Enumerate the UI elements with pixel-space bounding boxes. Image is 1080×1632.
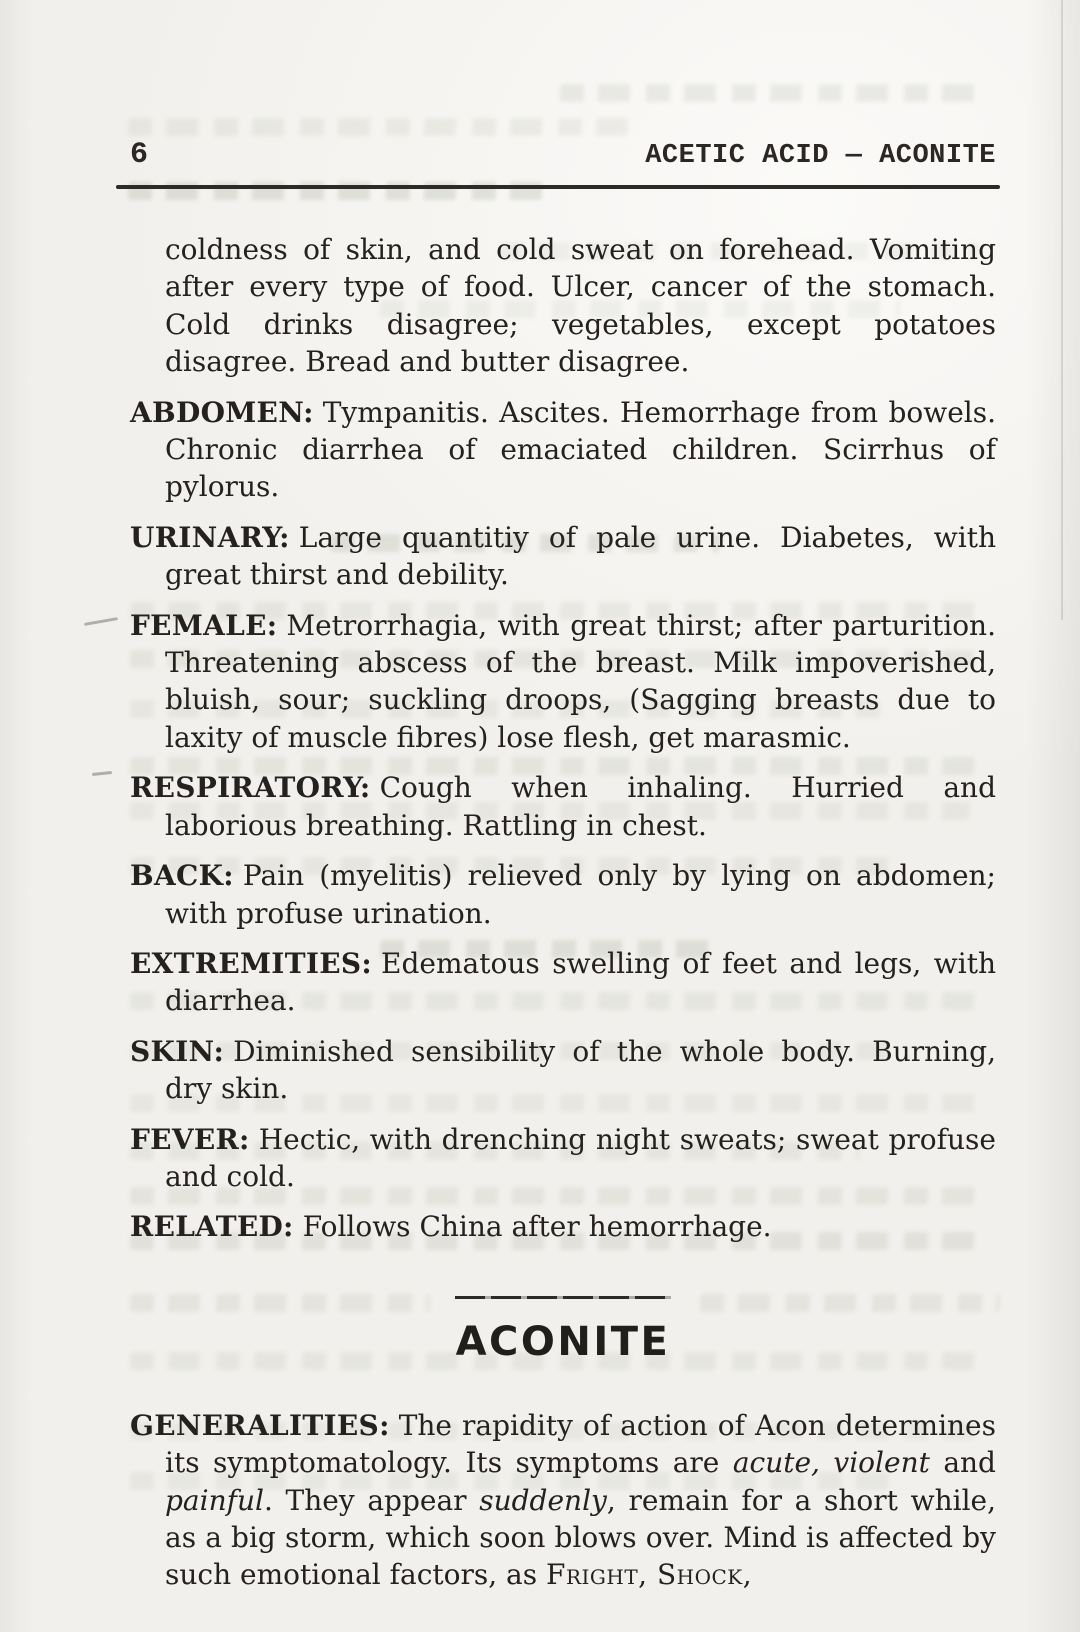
text-run: Diminished sensibility of the whole body. Burning, dry skin. [165,1034,996,1106]
text-run: Tympanitis. Ascites. Hemorrhage from bowels. Chronic diarrhea of emaciated children. Scirrhus of pylorus. [165,395,996,504]
text-run: , remain for a short while, as a big storm, which soon blows over. Mind is affected by such emotional factors, as [165,1483,996,1592]
continuation-paragraph [130,231,996,381]
materia-medica-entry [130,857,996,932]
running-head: ACETIC ACID — ACONITE [645,141,996,171]
materia-medica-entry [130,769,996,844]
text-run: Follows China after hemorrhage. [302,1210,772,1244]
page-edge-shadow [1061,0,1063,620]
text-run: The rapidity of action of Acon determines its symptomatology. Its symptoms are [165,1408,996,1480]
text-run: coldness of skin, and cold sweat on forehead. Vomiting after every type of food. Ulcer, cancer of the stomach. Cold drinks disagree; vegetables, except potatoes disagree. Bread and butter disagree. [165,233,996,379]
text-run: Cough when inhaling. Hurried and laborious breathing. Rattling in chest. [165,771,996,842]
page-number: 6 [130,138,150,172]
materia-medica-entry [130,519,996,594]
page-content [130,138,996,1607]
rubric-label: GENERALITIES: [130,1408,390,1442]
section-divider [455,1296,671,1299]
materia-medica-entry [130,945,996,1020]
text-run: Hectic, with drenching night sweats; sweat profuse and cold. [165,1122,996,1193]
rubric-label: BACK: [130,859,234,893]
aconite-entries [130,1407,996,1594]
text-run: Pain (myelitis) relieved only by lying on abdomen; with profuse urination. [165,859,996,930]
rubric-label: EXTREMITIES: [130,946,373,980]
materia-medica-entry [130,1208,996,1245]
text-run: Metrorrhagia, with great thirst; after parturition. Threatening abscess of the breast. Milk impoverished, bluish, sour; suckling droops, (Sagging breasts due to laxity of muscle fibres) lose flesh, get marasmic. [165,608,996,754]
rubric-label: RESPIRATORY: [130,771,371,805]
text-run: Fright, Shock, [546,1558,753,1592]
materia-medica-entry [130,607,996,757]
rubric-label: FEVER: [130,1122,250,1156]
text-run: suddenly [479,1483,607,1517]
text-run: acute, violent [732,1446,930,1480]
text-run: . They appear [263,1483,480,1517]
acetic-acid-entries [130,394,996,1246]
materia-medica-entry [130,1033,996,1108]
rubric-label: FEMALE: [130,608,278,642]
text-run: Edematous swelling of feet and legs, with diarrhea. [165,946,996,1018]
rubric-label: RELATED: [130,1210,294,1244]
rubric-label: URINARY: [130,520,290,554]
remedy-heading: ACONITE [455,1318,671,1365]
text-run: and [929,1446,996,1480]
materia-medica-entry [130,1121,996,1196]
text-run: Large quantitiy of pale urine. Diabetes, with great thirst and debility. [165,520,996,592]
rubric-label: SKIN: [130,1034,225,1068]
page-header [130,138,996,172]
pencil-mark [84,617,118,626]
materia-medica-entry [130,394,996,506]
text-run: painful [165,1483,264,1517]
materia-medica-entry [130,1407,996,1594]
bleed-through-line [128,118,629,136]
pencil-mark [92,771,112,776]
bleed-through-line [560,84,991,102]
rubric-label: ABDOMEN: [130,395,314,429]
header-rule [116,185,1000,189]
